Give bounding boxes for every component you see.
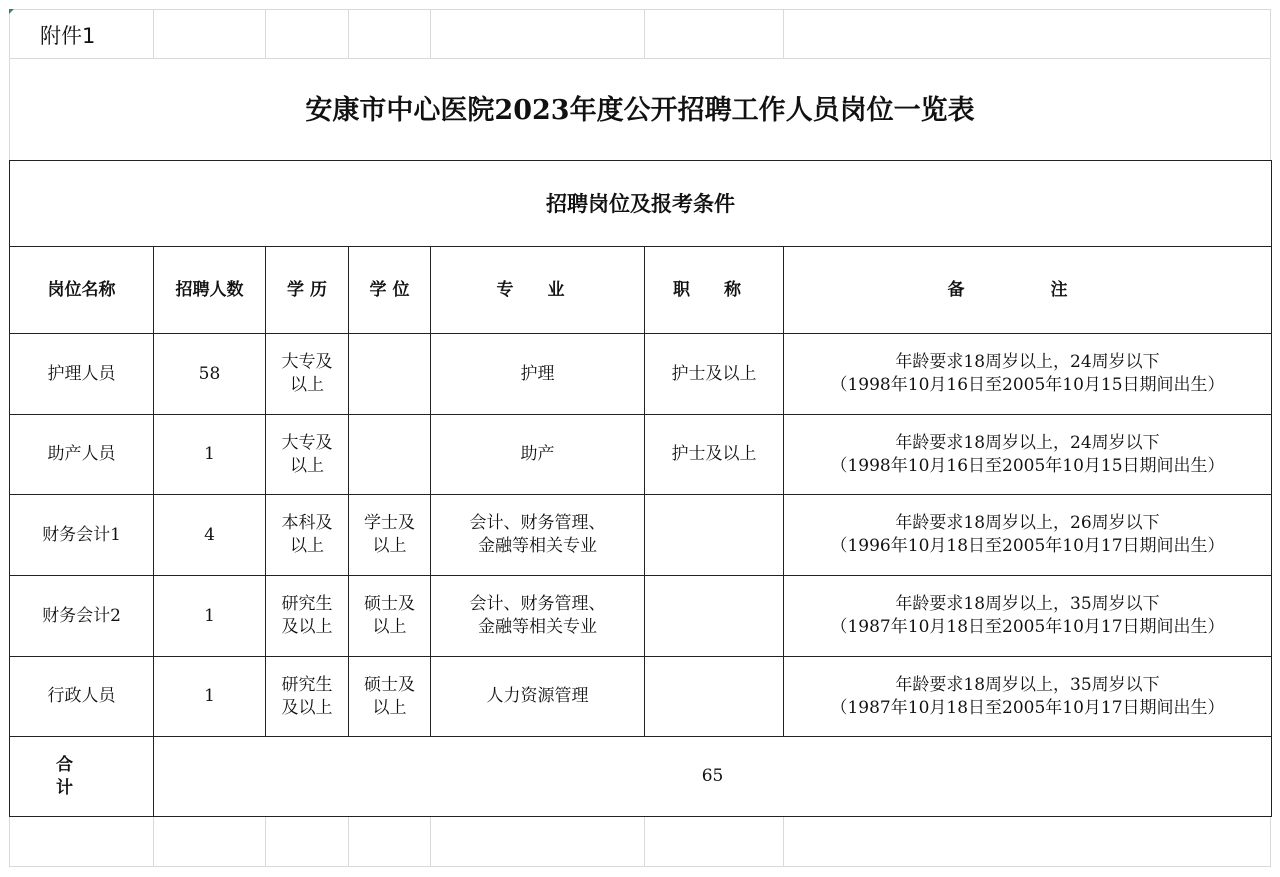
degree-line: 以上: [372, 536, 407, 556]
cell-remarks[interactable]: [784, 657, 1272, 737]
education-line: 以上: [290, 455, 324, 476]
cell-major[interactable]: [431, 415, 645, 495]
cell-position[interactable]: 财务会计1: [10, 495, 154, 576]
header-major[interactable]: 专 业: [431, 247, 645, 334]
grid-line: [9, 816, 10, 866]
cell-count[interactable]: 58: [154, 334, 266, 415]
education-line: 大专及: [281, 352, 333, 372]
grid-line: [1270, 9, 1271, 160]
grid-line: [348, 9, 349, 58]
remark-line: 年龄要求18周岁以上，24周岁以下: [895, 352, 1160, 372]
remark-line: （1998年10月16日至2005年10月15日期间出生）: [830, 375, 1225, 395]
total-value[interactable]: 65: [154, 737, 1272, 817]
attachment-label[interactable]: 附件1: [40, 24, 96, 48]
table-row: [10, 657, 1272, 737]
grid-line: [783, 816, 784, 866]
header-education[interactable]: 学 历: [266, 247, 349, 334]
table-row: [10, 334, 1272, 415]
cell-count[interactable]: 4: [154, 495, 266, 576]
cell-remarks[interactable]: [784, 415, 1272, 495]
cell-major[interactable]: [431, 657, 645, 737]
page-title[interactable]: 安康市中心医院2023年度公开招聘工作人员岗位一览表: [305, 95, 975, 126]
remark-line: （1987年10月18日至2005年10月17日期间出生）: [830, 697, 1225, 718]
cell-degree[interactable]: [349, 334, 431, 415]
cell-position[interactable]: 行政人员: [10, 657, 154, 737]
grid-line: [9, 866, 1271, 867]
cell-title-rank[interactable]: 护士及以上: [645, 334, 784, 415]
grid-line: [783, 9, 784, 58]
degree-line: 硕士及: [364, 674, 415, 695]
cell-count[interactable]: 1: [154, 657, 266, 737]
remark-line: （1996年10月18日至2005年10月17日期间出生）: [830, 536, 1225, 556]
major-line: 助产: [520, 444, 555, 464]
header-title-rank[interactable]: 职 称: [645, 247, 784, 334]
cell-education[interactable]: [266, 334, 349, 415]
major-line: 护理: [520, 363, 555, 384]
cell-degree[interactable]: [349, 576, 431, 657]
major-line: 金融等相关专业: [478, 617, 597, 637]
grid-line: [644, 9, 645, 58]
grid-line: [430, 816, 431, 866]
cell-education[interactable]: [266, 657, 349, 737]
grid-line: [153, 816, 154, 866]
major-line: 人力资源管理: [486, 686, 589, 706]
cell-degree[interactable]: [349, 657, 431, 737]
table-row: [10, 576, 1272, 657]
total-row: [10, 737, 1272, 817]
grid-line: [9, 58, 1271, 59]
total-label[interactable]: 合 计: [10, 737, 154, 817]
recruitment-table: [9, 160, 1272, 817]
cell-major[interactable]: [431, 495, 645, 576]
table-row: [10, 495, 1272, 576]
grid-line: [644, 816, 645, 866]
education-line: 以上: [290, 536, 324, 556]
education-line: 及以上: [281, 697, 333, 718]
header-position[interactable]: 岗位名称: [10, 247, 154, 334]
degree-line: 以上: [372, 617, 407, 637]
education-line: 本科及: [281, 513, 333, 533]
cell-title-rank[interactable]: [645, 576, 784, 657]
grid-line: [265, 9, 266, 58]
degree-line: 硕士及: [364, 594, 415, 614]
education-line: 及以上: [281, 617, 333, 637]
education-line: 研究生: [281, 674, 333, 695]
education-line: 以上: [290, 375, 324, 395]
remark-line: （1987年10月18日至2005年10月17日期间出生）: [830, 617, 1225, 637]
header-count[interactable]: 招聘人数: [154, 247, 266, 334]
grid-line: [153, 9, 154, 58]
remark-line: 年龄要求18周岁以上，35周岁以下: [895, 594, 1160, 614]
cell-major[interactable]: [431, 334, 645, 415]
cell-title-rank[interactable]: [645, 657, 784, 737]
header-degree[interactable]: 学 位: [349, 247, 431, 334]
degree-line: 学士及: [364, 513, 415, 533]
cell-remarks[interactable]: [784, 334, 1272, 415]
cell-position[interactable]: 财务会计2: [10, 576, 154, 657]
cell-title-rank[interactable]: [645, 495, 784, 576]
section-header-row: [10, 161, 1272, 247]
remark-line: 年龄要求18周岁以上，35周岁以下: [895, 674, 1160, 695]
major-line: 会计、财务管理、: [469, 513, 606, 533]
cell-position[interactable]: 护理人员: [10, 334, 154, 415]
cell-remarks[interactable]: [784, 495, 1272, 576]
cell-major[interactable]: [431, 576, 645, 657]
grid-line: [430, 9, 431, 58]
remark-line: （1998年10月16日至2005年10月15日期间出生）: [830, 455, 1225, 476]
cell-count[interactable]: 1: [154, 576, 266, 657]
grid-line: [348, 816, 349, 866]
cell-count[interactable]: 1: [154, 415, 266, 495]
grid-line: [9, 9, 10, 160]
cell-title-rank[interactable]: 护士及以上: [645, 415, 784, 495]
cell-position[interactable]: 助产人员: [10, 415, 154, 495]
cell-degree[interactable]: [349, 495, 431, 576]
table-row: [10, 415, 1272, 495]
grid-line: [1270, 816, 1271, 866]
grid-line: [9, 9, 1271, 10]
cell-education[interactable]: [266, 415, 349, 495]
degree-line: 以上: [372, 697, 407, 718]
cell-corner-marker: [9, 9, 14, 14]
major-line: 会计、财务管理、: [469, 594, 606, 614]
education-line: 研究生: [281, 594, 333, 614]
major-line: 金融等相关专业: [478, 536, 597, 556]
remark-line: 年龄要求18周岁以上，24周岁以下: [895, 432, 1160, 453]
cell-remarks[interactable]: [784, 576, 1272, 657]
cell-education[interactable]: [266, 576, 349, 657]
column-header-row: [10, 247, 1272, 334]
section-title[interactable]: 招聘岗位及报考条件: [10, 161, 1272, 247]
header-remarks[interactable]: 备 注: [784, 247, 1272, 334]
education-line: 大专及: [281, 432, 333, 453]
grid-line: [265, 816, 266, 866]
cell-degree[interactable]: [349, 415, 431, 495]
cell-education[interactable]: [266, 495, 349, 576]
remark-line: 年龄要求18周岁以上，26周岁以下: [895, 513, 1160, 533]
